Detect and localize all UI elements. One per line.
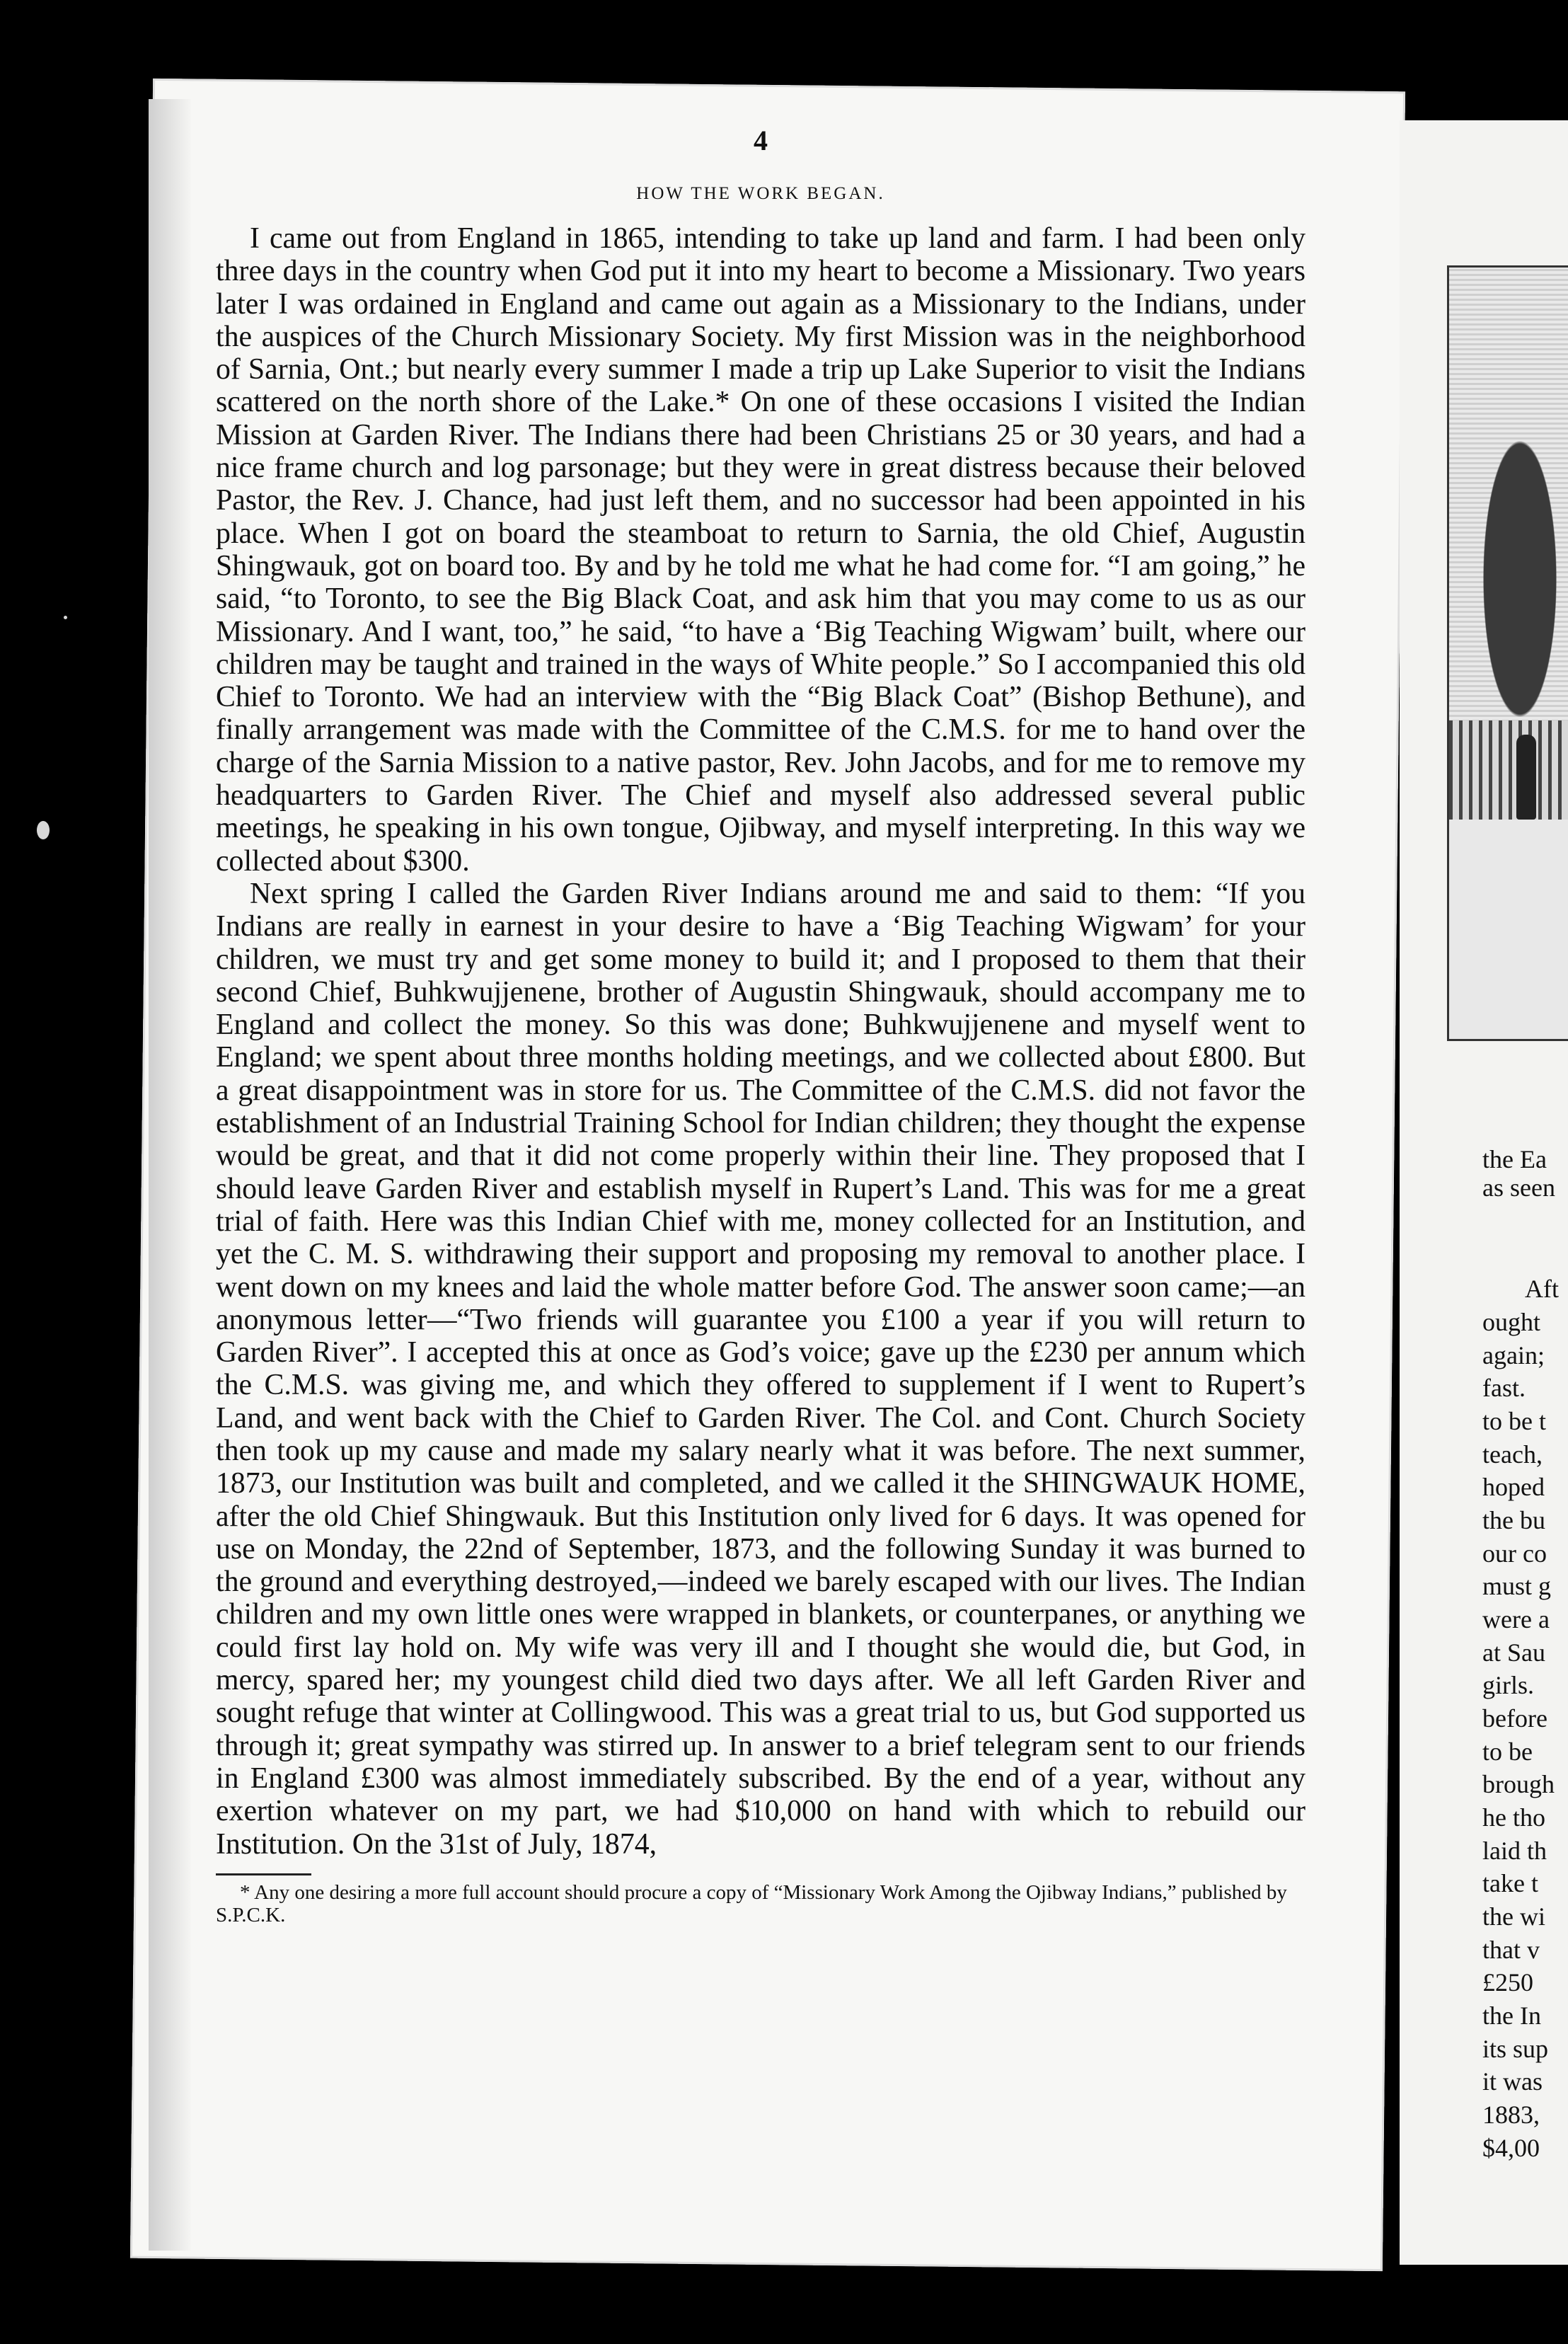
page-content [216,124,1305,1926]
facing-page-line: were a [1482,1605,1550,1633]
facing-page-line: take t [1482,1869,1538,1897]
engraving-figure [1516,735,1536,820]
facing-page-line: it was [1482,2067,1543,2096]
engraving-fence [1449,720,1568,820]
facing-page-line: teach, [1482,1440,1543,1469]
facing-page-line: girls. [1482,1671,1535,1699]
page-number: 4 [754,125,768,156]
facing-page-line: the Ea [1482,1145,1547,1173]
facing-page-line: brough [1482,1770,1555,1798]
engraving-illustration [1447,265,1568,1041]
facing-page-line: ought [1482,1308,1541,1336]
facing-page-line: as seen [1482,1173,1555,1202]
facing-page-line: the wi [1482,1902,1545,1931]
facing-page-line: $4,00 [1482,2134,1540,2162]
facing-page-line: must g [1482,1572,1552,1600]
facing-page-line: the In [1482,2001,1541,2030]
scan-speck [64,616,67,619]
body-paragraph-1: I came out from England in 1865, intending to take up land and farm. I had been only three days in the country when God put it into my heart to become a Missionary. Two years later I was ordained in England and came out again as a Missionary to the Indians, under the auspices of the Church Missionary Society. My first Mission was in the neighborhood of Sarnia, Ont.; but nearly every summer I made a trip up Lake Superior to visit the Indians scattered on the north shore of the Lake.* On one of these occasions I visited the Indian Mission at Garden River. The Indians there had been Christians 25 or 30 years, and had a nice frame church and log parsonage; but they were in great distress because their beloved Pastor, the Rev. J. Chance, had just left them, and no successor had been appointed in his place. When I got on board the steamboat to return to Sarnia, the old Chief, Augustin Shingwauk, got on board too. By and by he told me what he had come for. “I am going,” he said, “to Toronto, to see the Big Black Coat, and ask him that you may come to us as our Missionary. And I want, too,” he said, “to have a ‘Big Teaching Wigwam’ built, where our children may be taught and trained in the ways of White people.” So I accompanied this old Chief to Toronto. We had an interview with the “Big Black Coat” (Bishop Bethune), and finally arrangement was made with the Committee of the C.M.S. for me to hand over the charge of the Sarnia Mission to a native pastor, Rev. John Jacobs, and for me to remove my headquarters to Garden River. The Chief and myself also addressed several public meetings, he speaking in his own tongue, Ojibway, and myself interpreting. In this way we collected about $300. [216,222,1305,878]
facing-page-line: before [1482,1704,1547,1733]
section-heading: HOW THE WORK BEGAN. [636,184,885,203]
facing-page-line: that v [1482,1936,1540,1964]
facing-page-line: to be [1482,1737,1533,1766]
footnote-divider [216,1873,311,1875]
page-gutter [149,99,191,2251]
facing-page-line: hoped [1482,1473,1545,1501]
facing-page-line: 1883, [1482,2101,1540,2129]
footnote: * Any one desiring a more full account should procure a copy of “Missionary Work Among the Ojibway Indians,” published by S.P.C.K. [216,1880,1287,1926]
engraving-snow-ground [1449,820,1568,1039]
facing-page-line: to be t [1482,1407,1546,1435]
facing-page-line: £250 [1482,1968,1533,1997]
facing-page-line: Aft [1525,1275,1559,1303]
facing-page-line: at Sau [1482,1638,1545,1667]
facing-page-line: again; [1482,1341,1545,1369]
facing-page-line: its sup [1482,2035,1549,2063]
body-paragraph-2: Next spring I called the Garden River Indians around me and said to them: “If you Indians are really in earnest in your desire to have a ‘Big Teaching Wigwam’ for your children, we must try and get some money to build it; and I proposed to them that their second Chief, Buhkwujjenene, brother of Augustin Shingwauk, should accompany me to England and collect the money. So this was done; Buhkwujjenene and myself went to England; we spent about three months holding meetings, and we collected about £800. But a great disappointment was in store for us. The Committee of the C.M.S. did not favor the establishment of an Industrial Training School for Indian children; they thought the expense would be great, and that it did not come properly within their line. They proposed that I should leave Garden River and establish myself in Rupert’s Land. This was for me a great trial of faith. Here was this Indian Chief with me, money collected for an Institution, and yet the C. M. S. withdrawing their support and proposing my removal to another place. I went down on my knees and laid the whole matter before God. The answer soon came;—an anonymous letter—“Two friends will guarantee you £100 a year if you will return to Garden River”. I accepted this at once as God’s voice; gave up the £230 per annum which the C.M.S. was giving me, and which they offered to supplement if I went to Rupert’s Land, and went back with the Chief to Garden River. The Col. and Cont. Church Society then took up my cause and made my salary nearly what it was before. The next summer, 1873, our Institution was built and completed, and we called it the SHINGWAUK HOME, after the old Chief Shingwauk. But this Institution only lived for 6 days. It was opened for use on Monday, the 22nd of September, 1873, and the following Sunday it was burned to the ground and everything destroyed,—indeed we barely escaped with our lives. The Indian children and my own little ones were wrapped in blankets, or counterpanes, or anything we could first lay hold on. My wife was very ill and I thought she would die, but God, in mercy, spared her; my youngest child died two days after. We all left Garden River and sought refuge that winter at Collingwood. This was a great trial to us, but God supported us through it; great sympathy was stirred up. In answer to a brief telegram sent to our friends in England £300 was almost immediately subscribed. By the end of a year, without any exertion whatever on my part, we had $10,000 on hand with which to rebuild our Institution. On the 31st of July, 1874, [216,877,1305,1861]
facing-page-line: laid th [1482,1837,1547,1865]
facing-page-line: he tho [1482,1803,1545,1832]
facing-page-line: the bu [1482,1506,1545,1534]
facing-page-line: our co [1482,1539,1547,1568]
scan-speck [37,821,50,839]
facing-page-line: fast. [1482,1374,1526,1402]
